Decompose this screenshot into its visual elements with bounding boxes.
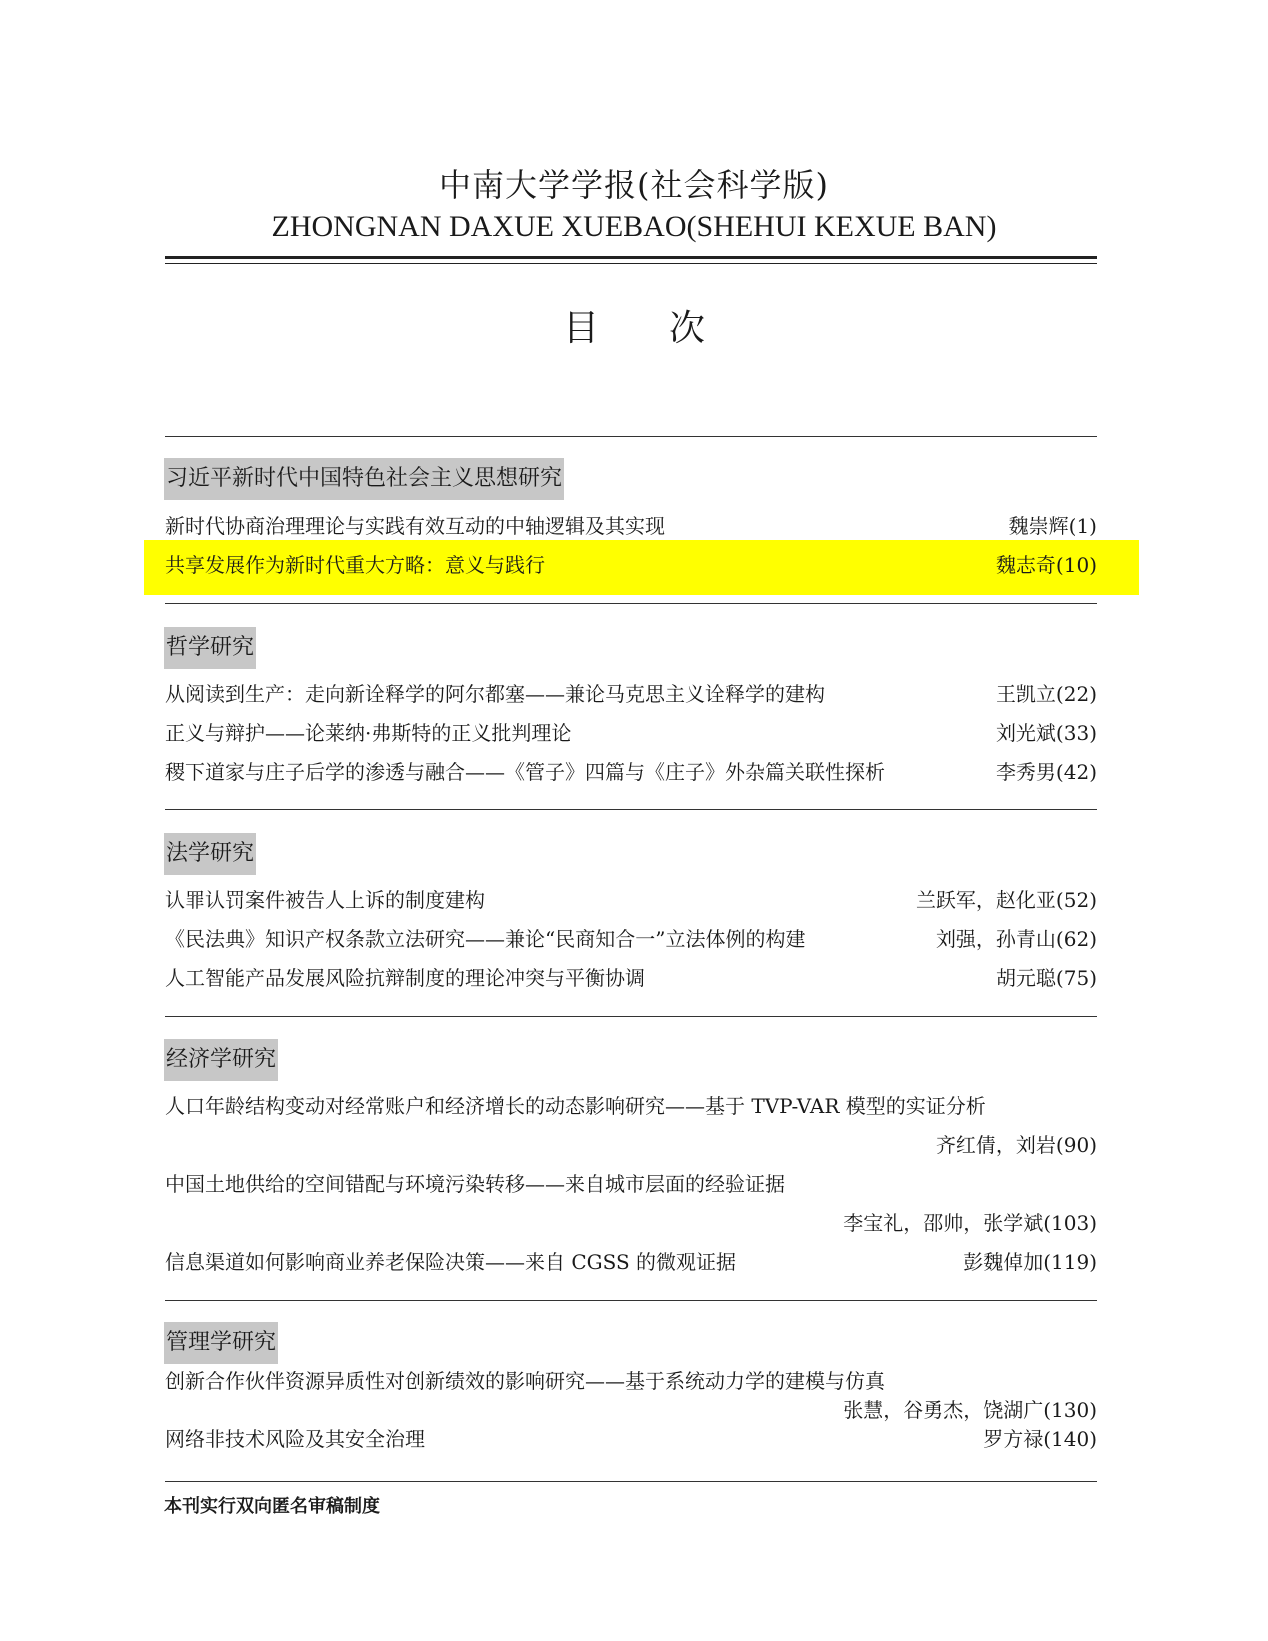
entry-title: 正义与辩护——论莱纳·弗斯特的正义批判理论 [165, 721, 572, 745]
header-double-rule [165, 256, 1097, 264]
entry-title: 稷下道家与庄子后学的渗透与融合——《管子》四篇与《庄子》外杂篇关联性探析 [165, 760, 885, 784]
section-label-philosophy: 哲学研究 [164, 627, 256, 669]
entry-authors-page: 李宝礼，邵帅，张学斌(103) [843, 1211, 1097, 1235]
entry-authors-page: 齐红倩，刘岩(90) [935, 1133, 1097, 1157]
toc-entry[interactable] [165, 509, 1097, 543]
section-divider [165, 436, 1097, 437]
journal-title-chinese: 中南大学学报(社会科学版) [439, 166, 829, 204]
toc-entry[interactable] [165, 961, 1097, 995]
toc-entry[interactable] [165, 922, 1097, 956]
entry-authors-page: 罗方禄(140) [983, 1427, 1097, 1451]
entry-authors-page: 彭魏倬加(119) [963, 1250, 1097, 1274]
entry-title: 网络非技术风险及其安全治理 [165, 1427, 425, 1451]
toc-entry[interactable] [165, 1089, 1097, 1123]
section-label-xi-thought: 习近平新时代中国特色社会主义思想研究 [164, 458, 564, 500]
entry-authors-page: 李秀男(42) [995, 760, 1097, 784]
toc-entry[interactable] [165, 716, 1097, 750]
entry-title: 信息渠道如何影响商业养老保险决策——来自 CGSS 的微观证据 [165, 1250, 737, 1274]
toc-entry[interactable] [165, 1245, 1097, 1279]
toc-heading [0, 300, 1268, 351]
section-label-management: 管理学研究 [164, 1322, 278, 1364]
toc-entry[interactable] [165, 755, 1097, 789]
footer-divider [165, 1481, 1097, 1482]
entry-title: 人口年龄结构变动对经常账户和经济增长的动态影响研究——基于 TVP-VAR 模型的实证分析 [165, 1094, 986, 1118]
entry-authors-page: 刘光斌(33) [995, 721, 1097, 745]
section-divider [165, 603, 1097, 604]
entry-title: 从阅读到生产：走向新诠释学的阿尔都塞——兼论马克思主义诠释学的建构 [165, 682, 825, 706]
toc-entry[interactable] [165, 1167, 1097, 1201]
entry-title: 创新合作伙伴资源异质性对创新绩效的影响研究——基于系统动力学的建模与仿真 [165, 1369, 885, 1393]
entry-authors-page: 张慧，谷勇杰，饶湖广(130) [843, 1398, 1097, 1422]
section-label-law: 法学研究 [164, 833, 256, 875]
section-label-economics: 经济学研究 [164, 1039, 278, 1081]
section-divider [165, 1016, 1097, 1017]
entry-authors-page: 胡元聪(75) [995, 966, 1097, 990]
entry-authors-page: 兰跃军，赵化亚(52) [915, 888, 1097, 912]
section-divider [165, 1300, 1097, 1301]
entry-authors-page: 刘强，孙青山(62) [935, 927, 1097, 951]
section-divider [165, 809, 1097, 810]
entry-authors-page: 魏崇辉(1) [1008, 514, 1097, 538]
entry-title: 新时代协商治理理论与实践有效互动的中轴逻辑及其实现 [165, 514, 665, 538]
toc-heading-char-2: 次 [669, 308, 706, 349]
entry-title: 共享发展作为新时代重大方略：意义与践行 [165, 553, 545, 577]
journal-title-pinyin: ZHONGNAN DAXUE XUEBAO(SHEHUI KEXUE BAN) [271, 210, 997, 243]
entry-authors-page: 魏志奇(10) [995, 553, 1097, 577]
toc-entry-highlighted[interactable] [165, 548, 1097, 582]
toc-entry[interactable] [165, 883, 1097, 917]
review-policy-note: 本刊实行双向匿名审稿制度 [164, 1496, 380, 1517]
entry-title: 认罪认罚案件被告人上诉的制度建构 [165, 888, 485, 912]
entry-authors-page: 王凯立(22) [995, 682, 1097, 706]
toc-entry[interactable] [165, 677, 1097, 711]
toc-entry[interactable] [165, 1422, 1097, 1456]
entry-title: 《民法典》知识产权条款立法研究——兼论“民商知合一”立法体例的构建 [165, 927, 806, 951]
entry-title: 人工智能产品发展风险抗辩制度的理论冲突与平衡协调 [165, 966, 645, 990]
toc-heading-char-1: 目 [562, 308, 599, 349]
entry-title: 中国土地供给的空间错配与环境污染转移——来自城市层面的经验证据 [165, 1172, 785, 1196]
